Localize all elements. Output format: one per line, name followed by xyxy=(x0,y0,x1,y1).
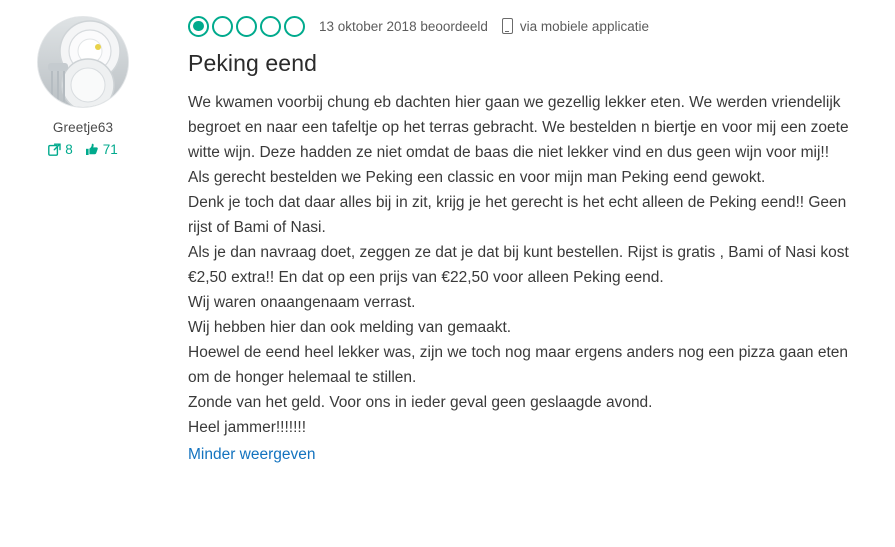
author-name[interactable]: Greetje63 xyxy=(52,120,114,135)
review-content xyxy=(148,14,877,467)
rating-bubble-2 xyxy=(212,16,233,37)
review-meta-row xyxy=(188,14,857,38)
review-paragraph: We kwamen voorbij chung eb dachten hier gaan we gezellig lekker eten. We werden vriendelijk begroet en naar een tafeltje op het terras gebracht. We bestelden n biertje en voor mij een zoete witte wijn. Deze hadden ze niet omdat de baas die niet lekker vind en dus geen wijn voor mij!! xyxy=(188,94,849,161)
review-paragraph: Zonde van het geld. Voor ons in ieder geval geen geslaagde avond. xyxy=(188,394,653,411)
review-paragraph: Hoewel de eend heel lekker was, zijn we toch nog maar ergens anders nog een pizza gaan eten om de honger helemaal te stillen. xyxy=(188,344,849,386)
review-date: 13 oktober 2018 beoordeeld xyxy=(319,18,488,34)
review-source-label: via mobiele applicatie xyxy=(519,18,649,34)
author-helpful-value: 71 xyxy=(102,142,118,157)
review-paragraph: Als je dan navraag doet, zeggen ze dat je dat bij kunt bestellen. Rijst is gratis , Bami of Nasi kost €2,50 extra!! En dat op een prijs van €22,50 voor alleen Peking eend. xyxy=(188,244,849,286)
mobile-phone-icon xyxy=(502,18,513,34)
rating-bubble-4 xyxy=(260,16,281,37)
review-body xyxy=(188,90,857,467)
reviews-icon xyxy=(48,143,61,156)
avatar[interactable] xyxy=(37,16,129,108)
author-stats xyxy=(48,142,118,157)
review-paragraph: Denk je toch dat daar alles bij in zit, krijg je het gerecht is het echt alleen de Peking eend!! Geen rijst of Bami of Nasi. xyxy=(188,194,847,236)
review-source xyxy=(502,18,649,34)
review-paragraph: Heel jammer!!!!!!! xyxy=(188,419,306,436)
author-helpful-votes xyxy=(85,142,118,157)
author-reviews-value: 8 xyxy=(65,142,73,157)
review-title[interactable]: Peking eend xyxy=(188,50,317,76)
rating-bubble-3 xyxy=(236,16,257,37)
plate-and-fork-photo-icon xyxy=(38,17,129,108)
show-less-link[interactable]: Minder weergeven xyxy=(188,446,316,463)
review-paragraph: Wij hebben hier dan ook melding van gemaakt. xyxy=(188,319,512,336)
review-paragraph: Wij waren onaangenaam verrast. xyxy=(188,294,416,311)
review-paragraph: Als gerecht bestelden we Peking een classic en voor mijn man Peking eend gewokt. xyxy=(188,169,766,186)
rating-bubble-5 xyxy=(284,16,305,37)
thumbs-up-icon xyxy=(85,143,99,156)
rating-bubble-1 xyxy=(188,16,209,37)
author-reviews-count xyxy=(48,142,73,157)
review-author-block xyxy=(18,14,148,467)
rating-bubbles xyxy=(188,16,305,37)
